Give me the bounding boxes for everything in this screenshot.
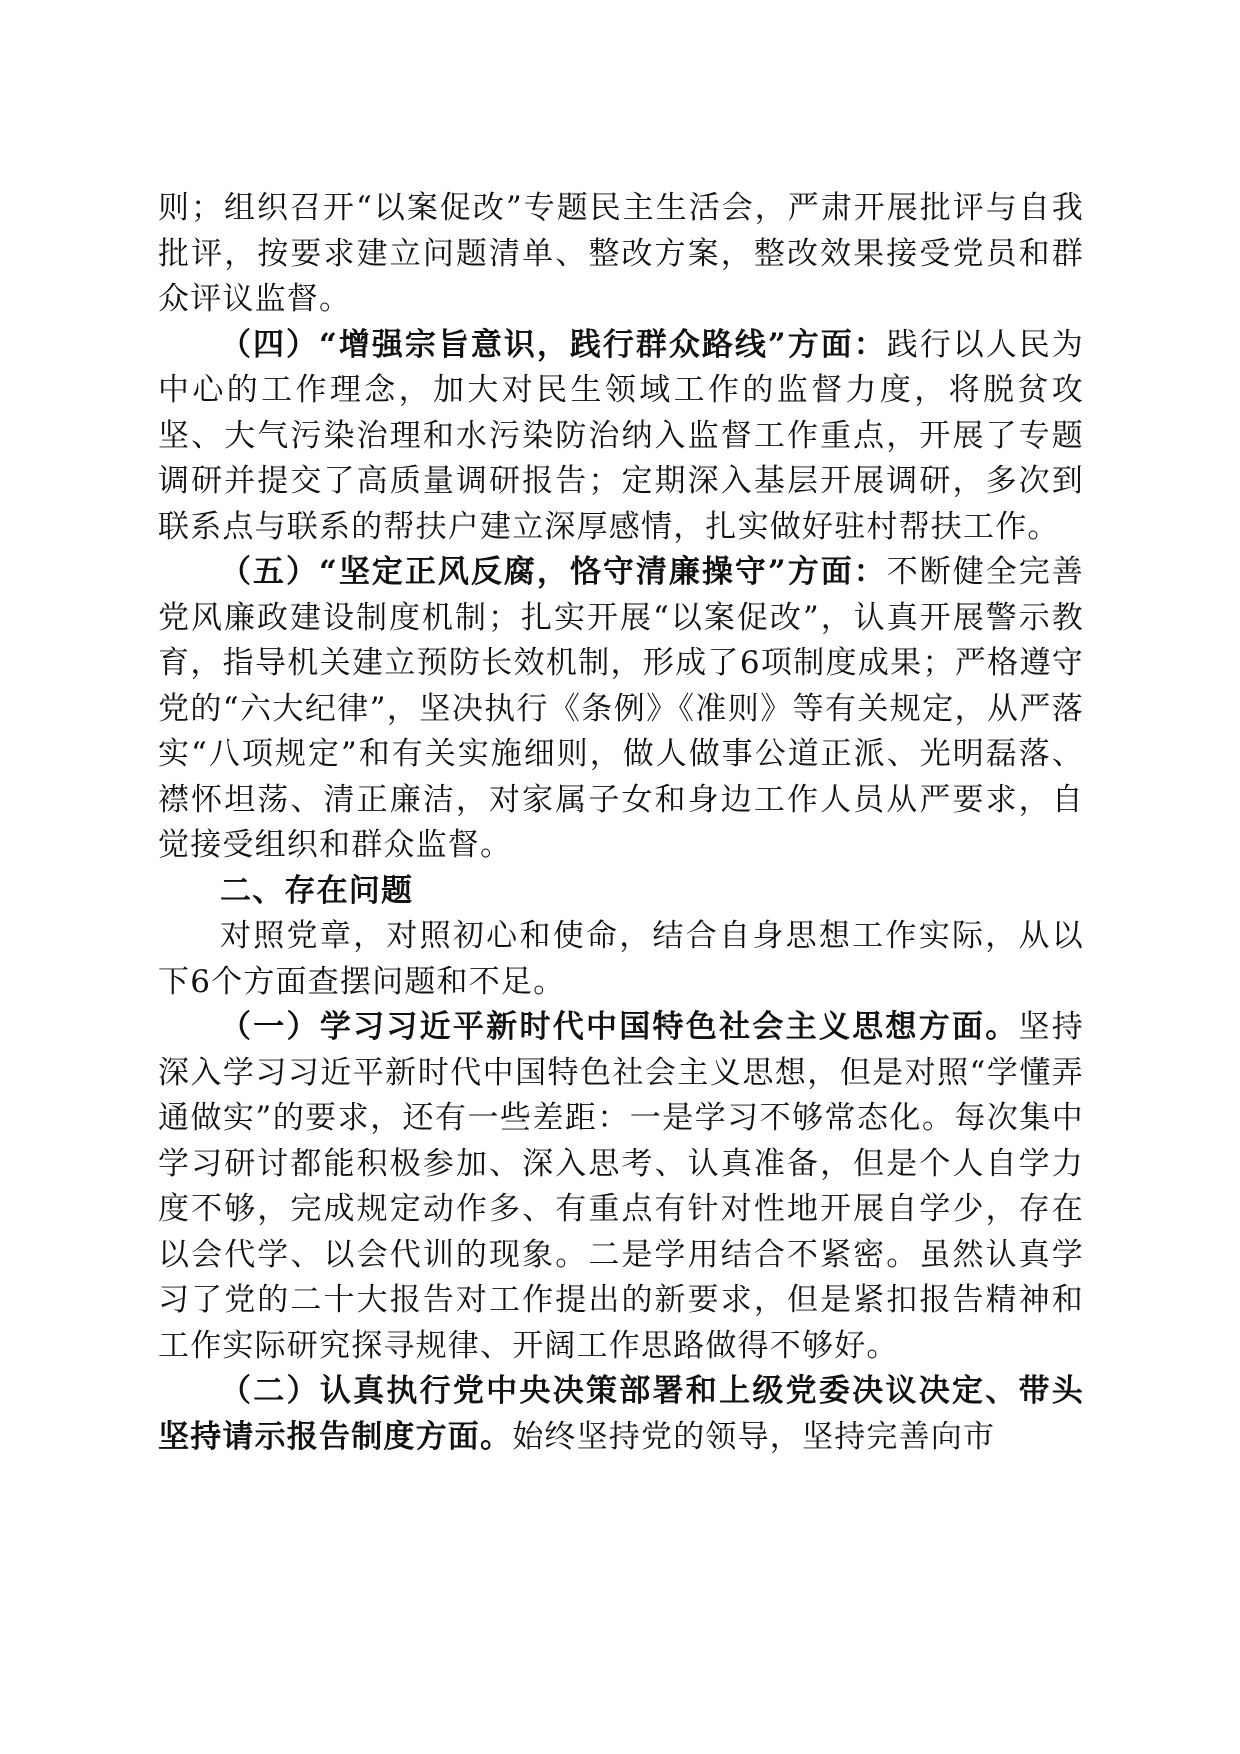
paragraph-item-4: [158, 323, 1084, 551]
problem-item-2: [158, 1369, 1084, 1460]
problem-lead: （二）认真执行党中央决策部署和上级党委决议决定、带头坚持请示报告制度方面。: [158, 1373, 1084, 1455]
problem-lead: （一）学习习近平新时代中国特色社会主义思想方面。: [220, 1009, 1019, 1045]
paragraph-text: 则；组织召开“以案促改”专题民主生活会，严肃开展批评与自我批评，按要求建立问题清单、整改方案，整改效果接受党员和群众评议监督。: [158, 190, 1084, 317]
paragraph-lead: （四）“增强宗旨意识，践行群众路线”方面：: [220, 326, 887, 363]
paragraph-item-5: [158, 550, 1084, 869]
document-page: [158, 186, 1084, 1460]
section-intro: 对照党章，对照初心和使命，结合自身思想工作实际，从以下6个方面查摆问题和不足。: [158, 918, 1084, 1000]
problem-text: 始终坚持党的领导，坚持完善向市: [512, 1418, 996, 1455]
section-heading: 二、存在问题: [220, 872, 414, 909]
paragraph-lead: （五）“坚定正风反腐，恪守清廉操守”方面：: [220, 554, 887, 590]
paragraph-text: 践行以人民为中心的工作理念，加大对民生领域工作的监督力度，将脱贫攻坚、大气污染治理和水污染防治纳入监督工作重点，开展了专题调研并提交了高质量调研报告；定期深入基层开展调研，多次到联系点与联系的帮扶户建立深厚感情，扎实做好驻村帮扶工作。: [158, 326, 1084, 545]
paragraph-continuation: [158, 186, 1084, 323]
paragraph-text: 不断健全完善党风廉政建设制度机制；扎实开展“以案促改”，认真开展警示教育，指导机关建立预防长效机制，形成了6项制度成果；严格遵守党的“六大纪律”，坚决执行《条例》《准则》等有关规定，从严落实“八项规定”和有关实施细则，做人做事公道正派、光明磊落、襟怀坦荡、清正廉洁，对家属子女和身边工作人员从严要求，自觉接受组织和群众监督。: [158, 554, 1084, 863]
problem-text: 坚持深入学习习近平新时代中国特色社会主义思想，但是对照“学懂弄通做实”的要求，还有一些差距：一是学习不够常态化。每次集中学习研讨都能积极参加、深入思考、认真准备，但是个人自学力度不够，完成规定动作多、有重点有针对性地开展自学少，存在以会代学、以会代训的现象。二是学用结合不紧密。虽然认真学习了党的二十大报告对工作提出的新要求，但是紧扣报告精神和工作实际研究探寻规律、开阔工作思路做得不够好。: [158, 1009, 1084, 1364]
problem-item-1: [158, 1005, 1084, 1369]
